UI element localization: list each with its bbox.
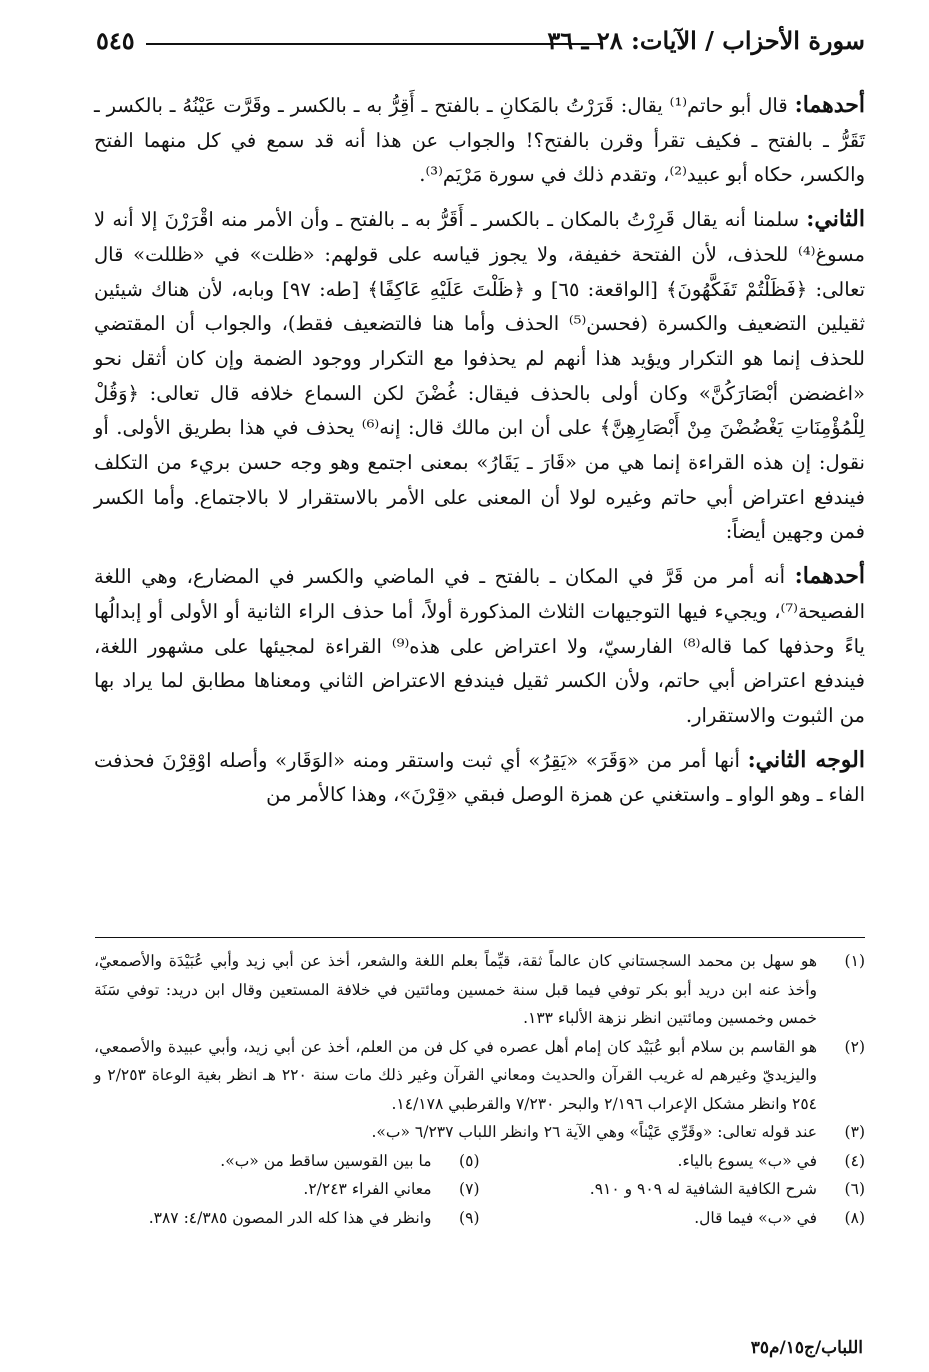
footnote-number: (٥): [459, 1151, 480, 1170]
footnote: [94, 1147, 480, 1176]
paragraph: [94, 559, 865, 734]
footnote-text: في «ب» يسوع بالياء.: [677, 1151, 817, 1170]
paragraph-lead: الثاني:: [806, 206, 865, 233]
main-text: [94, 88, 865, 822]
footnote-number: (٣): [844, 1123, 865, 1141]
footnote: [480, 1175, 866, 1204]
footnote-text: في «ب» فيما قال.: [694, 1208, 817, 1227]
footnote-separator: [95, 937, 865, 938]
footnote-number: (٧): [459, 1180, 480, 1198]
footnotes: [94, 947, 865, 1232]
paragraph-text: أنها أمر من «وَقَرَ» «يَقِرُ» أي ثبت واستقر ومنه «الوَقَار» وأصله اوْقِرْنَ فحذفت الفاء ـ وهو الواو ـ واستغني عن همزة الوصل فبقي «قِرْنَ»، وهذا كالأمر من: [94, 748, 865, 807]
footnote: [94, 1175, 480, 1204]
footnote-text: عند قوله تعالى: «وقَرِّي عَيْناً» وهي الآية ٢٦ وانظر اللباب ٦/٢٣٧ «ب».: [371, 1123, 817, 1141]
paragraph-lead: أحدهما:: [794, 92, 866, 118]
footnote-row: [94, 1204, 865, 1233]
footnote-number: (٤): [844, 1151, 865, 1170]
page-header: [96, 26, 865, 66]
header-rule: [146, 43, 603, 45]
footnote-text: شرح الكافية الشافية له ٩٠٩ و ٩١٠.: [589, 1180, 817, 1198]
footnote: [94, 1204, 480, 1233]
footnote-text: معاني الفراء ٢/٢٤٣.: [303, 1180, 432, 1198]
footnote: [94, 1118, 865, 1147]
page-number: ٥٤٥: [96, 26, 135, 55]
footnote: [94, 1033, 865, 1119]
footnote-number: (٦): [844, 1180, 865, 1198]
paragraph-text: أنه أمر من قَرَّ في المكان ـ بالفتح ـ في الماضي والكسر في المضارع، وهي اللغة الفصيحة⁽⁷⁾، ويجيء فيها التوجيهات الثلاث المذكورة أولاً، أما حذف الراء الثانية أو الأولى أو إبدالُها ياءً وحذفها كما قاله⁽⁸⁾ الفارسيّ، ولا اعتراض على هذه⁽⁹⁾ القراءة لمجيئها على مشهور اللغة، فيندفع اعتراض أبي حاتم، ولأن الكسر ثقيل فيندفع الاعتراض الثاني ومعناها مطابق لما يراد بها من الثبوت والاستقرار.: [94, 565, 865, 727]
footnote-text: هو سهل بن محمد السجستاني كان عالماً ثقة، قيِّماً بعلم اللغة والشعر، أخذ عن أبي زيد وأبي عُبَيْدَة والأصمعيّ، وأخذ عنه ابن دريد أبو بكر توفي فيما قبل سنة خمسين ومائتين في خلافة المستعين وقال ابن دريد: توفي سَنَة خمس وخمسين ومائتين انظر نزهة الألباء ١٣٣.: [94, 952, 817, 1027]
footnote-number: (٩): [459, 1208, 480, 1227]
footnote: [480, 1147, 866, 1176]
running-title: سورة الأحزاب / الآيات: ٢٨ ـ ٣٦: [547, 26, 865, 55]
paragraph: [94, 743, 865, 813]
footnote-number: (٢): [844, 1037, 865, 1056]
footnote-number: (٨): [844, 1208, 865, 1227]
paragraph-text: قال أبو حاتم⁽¹⁾ يقال: قَرَرْتُ بالمَكانِ ـ بالفتح ـ أَقِرُّ به ـ بالكسر ـ وقَرَّت عَيْنُهُ ـ بالكسر ـ تَقَرُّ ـ بالفتح ـ فكيف تقرأ وقرن بالفتح؟! والجواب عن هذا أنه قد سمع في كل منهما الفتح والكسر، حكاه أبو عبيد⁽²⁾، وتقدم ذلك في سورة مَرْيَم⁽³⁾.: [94, 94, 865, 187]
footnote-number: (١): [844, 952, 865, 970]
footnote: [480, 1204, 866, 1233]
paragraph-lead: أحدهما:: [794, 563, 865, 590]
footnote: [94, 947, 865, 1033]
paragraph-lead: الوجه الثاني:: [747, 746, 865, 773]
signature-mark: اللباب/ج١٥/م٣٥: [750, 1338, 863, 1358]
footnote-text: ما بين القوسين ساقط من «ب».: [220, 1151, 432, 1170]
footnote-row: [94, 1147, 865, 1176]
footnote-text: هو القاسم بن سلام أبو عُبَيْد كان إمام أهل عصره في كل فن من العلم، أخذ عن أبي زيد، وأبي عبيدة والأصمعي، واليزيديّ وغيرهم له غريب القرآن والحديث ومعاني القرآن وغير ذلك مات سنة ٢٢٠ هـ انظر بغية الوعاة ٢/٢٥٣ و ٢٥٤ وانظر مشكل الإعراب ٢/١٩٦ والبحر ٧/٢٣٠ والقرطبي ١٤/١٧٨.: [94, 1037, 817, 1113]
paragraph: [94, 88, 865, 193]
footnote-row: [94, 1175, 865, 1204]
footnote-text: وانظر في هذا كله الدر المصون ٤/٣٨٥: ٣٨٧.: [148, 1208, 432, 1227]
paragraph: [94, 202, 865, 550]
paragraph-text: سلمنا أنه يقال قَرِرْتُ بالمكان ـ بالكسر ـ أَقَرُّ به ـ بالفتح ـ وأن الأمر منه اقْرَرْنَ إلا أنه لا مسوغ⁽⁴⁾ للحذف، لأن الفتحة خفيفة، ولا يجوز قياسه على قولهم: «ظلت» في «ظللت» قال تعالى: ﴿فَظَلْتُمْ تَفَكَّهُونَ﴾ [الواقعة: ٦٥] و ﴿ظَلْتَ عَلَيْهِ عَاكِفًا﴾ [طه: ٩٧] وبابه، لأن هناك شيئين ثقيلين التضعيف والكسرة (فحسن⁽⁵⁾ الحذف وأما هنا فالتضعيف فقط)، والجواب أن المقتضي للحذف إنما هو التكرار ويؤيد هذا أنهم لم يحذفوا مع التكرار ووجود الضمة وإن كان أثقل نحو «اغضضن أبْصَارَكُنَّ» وكان أولى بالحذف فيقال: غُضْنَ لكن السماع خلافه قال تعالى: ﴿وَقُلْ لِلْمُؤْمِنَاتِ يَغْضُضْنَ مِنْ أَبْصَارِهِنَّ﴾ على أن ابن مالك قال: إنه⁽⁶⁾ يحذف في هذا بطريق الأولى. أو نقول: إن هذه القراءة إنما هي من «قَارَ ـ يَقَارُ» بمعنى اجتمع وهو وجه حسن بريء من التكلف فيندفع اعتراض أبي حاتم وغيره لولا أن المعنى على الأمر بالاستقرار لا بالاجتماع. وأما الكسر فمن وجهين أيضاً:: [94, 208, 865, 544]
